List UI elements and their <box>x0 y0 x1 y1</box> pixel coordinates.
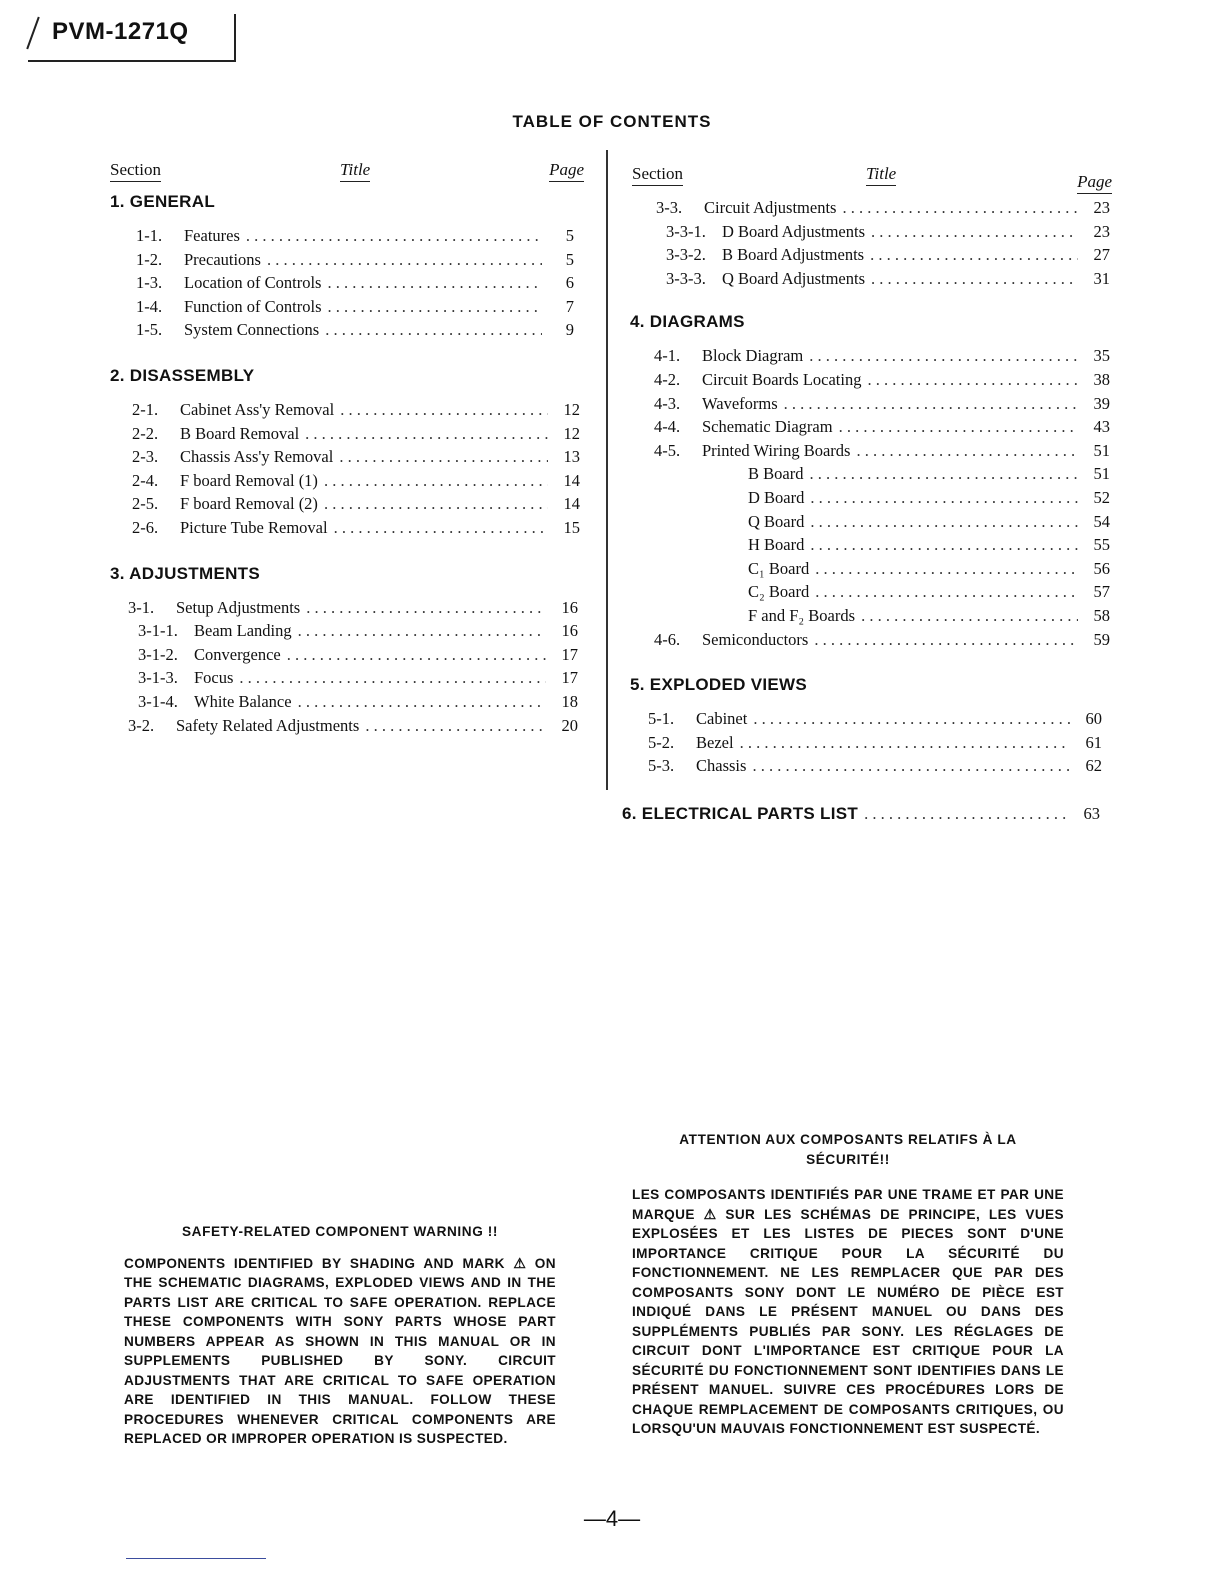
dot-leader <box>339 447 548 467</box>
entry-number: 5-3. <box>648 756 675 776</box>
header-page: Page <box>549 160 584 182</box>
entry-label: System Connections <box>184 320 320 340</box>
entry-number: 2-6. <box>132 517 159 537</box>
entry-page: 27 <box>1093 245 1110 265</box>
entry-label: Safety Related Adjustments <box>176 715 360 735</box>
toc-entry[interactable] <box>136 297 574 321</box>
entry-page: 16 <box>561 597 578 617</box>
entry-label: Chassis <box>696 756 747 776</box>
toc-entry[interactable] <box>654 582 1110 606</box>
entry-page: 17 <box>561 668 578 688</box>
toc-entry[interactable] <box>648 756 1102 780</box>
entry-page: 52 <box>1093 487 1110 507</box>
entry-page: 23 <box>1093 221 1110 241</box>
dot-leader <box>740 733 1070 753</box>
toc-list <box>110 598 584 740</box>
warning-text-2: SUR LES SCHÉMAS DE PRINCIPE, LES VUES EXPLOSÉES ET LES LISTES DE PIECES SONT D'UNE IMPORTANCE CRITIQUE POUR LA SÉCURITÉ DU FONCTIONNEMENT. NE LES REMPLACER QUE PAR DES COMPOSANTS SONY DONT LE NUMÉRO DE PIÈCE EST INDIQUÉ DANS LE PRÉSENT MANUEL OU DANS DES SUPPLÉMENTS PUBLIÉS PAR SONY. LES RÉGLAGES DE CIRCUIT DONT L'IMPORTANCE EST CRITIQUE POUR LA SÉCURITÉ DU FONCTIONNEMENT SONT IDENTIFIES DANS LE PRÉSENT MANUEL. SUIVRE CES PROCÉDURES LORS DE CHAQUE REMPLACEMENT DE COMPOSANTS CRITIQUES, OU LORSQU'UN MAUVAIS FONCTIONNEMENT EST SUSPECTÉ. <box>632 1206 1064 1436</box>
dot-leader <box>839 417 1078 437</box>
entry-label: Q Board <box>748 511 805 531</box>
dot-leader <box>752 756 1070 776</box>
warning-body <box>124 1254 556 1449</box>
entry-label: Cabinet <box>696 709 748 729</box>
entry-page: 14 <box>563 494 580 514</box>
entry-label: Circuit Boards Locating <box>702 369 862 389</box>
entry-label: Features <box>184 226 240 245</box>
toc-entry[interactable] <box>654 464 1110 488</box>
dot-leader <box>340 400 548 420</box>
toc-entry[interactable] <box>132 471 580 495</box>
entry-label: D Board <box>748 487 805 507</box>
dot-leader <box>287 645 546 665</box>
dot-leader <box>810 488 1078 508</box>
entry-number: 1-5. <box>136 320 163 340</box>
entry-number: 3-1-2. <box>138 644 178 664</box>
entry-page: 12 <box>563 423 580 443</box>
entry-page: 54 <box>1093 511 1110 531</box>
toc-entry[interactable] <box>132 494 580 518</box>
toc-entry[interactable] <box>656 198 1110 222</box>
dot-leader <box>867 370 1078 390</box>
entry-page: 39 <box>1093 393 1110 413</box>
entry-label: Q Board Adjustments <box>722 268 865 288</box>
entry-label: D Board Adjustments <box>722 221 865 241</box>
entry-label: Schematic Diagram <box>702 417 833 437</box>
section-heading: 2. DISASSEMBLY <box>110 365 255 385</box>
dot-leader <box>809 346 1078 366</box>
entry-page: 16 <box>561 621 578 641</box>
entry-label: Block Diagram <box>702 346 804 366</box>
dot-leader <box>753 709 1070 729</box>
dot-leader <box>809 464 1078 484</box>
entry-page: 60 <box>1085 709 1102 729</box>
toc-list <box>110 226 584 344</box>
dot-leader <box>305 424 548 444</box>
entry-label: Convergence <box>194 644 281 664</box>
section-heading: 6. ELECTRICAL PARTS LIST <box>622 804 859 823</box>
entry-number: 4-3. <box>654 393 681 413</box>
entry-number: 1-4. <box>136 296 163 316</box>
toc-entry[interactable] <box>656 269 1110 293</box>
entry-number: 3-1-3. <box>138 668 178 688</box>
safety-warning-french <box>632 1130 1064 1439</box>
dot-leader <box>239 668 546 688</box>
header-page: Page <box>1077 172 1112 194</box>
warning-text-1: LES COMPOSANTS IDENTIFIÉS PAR UNE TRAME ET PAR UNE MARQUE <box>632 1187 1064 1222</box>
toc-entry[interactable] <box>128 621 578 645</box>
dot-leader <box>810 535 1078 555</box>
entry-label: Bezel <box>696 732 734 752</box>
toc-entry[interactable] <box>654 512 1110 536</box>
entry-page: 5 <box>565 226 574 245</box>
entry-page: 57 <box>1093 582 1110 602</box>
entry-page: 5 <box>565 249 574 269</box>
toc-entry[interactable] <box>132 447 580 471</box>
entry-label: Focus <box>194 668 234 688</box>
entry-label: Function of Controls <box>184 296 322 316</box>
entry-number: 2-5. <box>132 494 159 514</box>
entry-label: F and F₂ Boards <box>748 605 856 625</box>
toc-entry[interactable] <box>656 245 1110 269</box>
entry-page: 61 <box>1085 732 1102 752</box>
dot-leader <box>365 716 546 736</box>
toc-entry[interactable] <box>128 645 578 669</box>
dot-leader <box>861 606 1078 626</box>
section-heading: 5. EXPLODED VIEWS <box>630 675 808 695</box>
entry-label: F board Removal (1) <box>180 470 318 490</box>
entry-page: 18 <box>561 691 578 711</box>
dot-leader <box>325 320 542 340</box>
entry-label: Beam Landing <box>194 621 292 641</box>
entry-page: 15 <box>563 517 580 537</box>
toc-entry[interactable] <box>136 273 574 297</box>
entry-page: 23 <box>1093 198 1110 217</box>
dot-leader <box>267 250 542 270</box>
dot-leader <box>324 494 548 514</box>
column-divider <box>606 150 608 790</box>
dot-leader <box>324 471 548 491</box>
entry-page: 14 <box>563 470 580 490</box>
entry-number: 3-3. <box>656 198 683 217</box>
electrical-parts-entry[interactable] <box>622 804 1100 824</box>
entry-label: B Board Removal <box>180 423 300 443</box>
toc-entry[interactable] <box>654 394 1110 418</box>
toc-list <box>630 709 1112 780</box>
header-title: Title <box>340 160 370 182</box>
toc-entry[interactable] <box>136 226 574 250</box>
toc-entry[interactable] <box>654 370 1110 394</box>
entry-label: Setup Adjustments <box>176 597 301 617</box>
toc-entry[interactable] <box>654 346 1110 370</box>
section-heading: 1. GENERAL <box>110 192 216 211</box>
entry-page: 59 <box>1093 629 1110 649</box>
toc-entry[interactable] <box>132 400 580 424</box>
header-section: Section <box>110 160 161 182</box>
warning-triangle-icon: ⚠ <box>513 1254 527 1271</box>
dot-leader <box>871 222 1078 242</box>
entry-label: Waveforms <box>702 393 778 413</box>
entry-number: 2-4. <box>132 470 159 490</box>
entry-number: 1-2. <box>136 249 163 269</box>
entry-page: 55 <box>1093 535 1110 555</box>
toc-entry[interactable] <box>654 441 1110 465</box>
toc-list <box>110 400 584 542</box>
entry-label: C₂ Board <box>748 582 810 602</box>
section-heading: 3. ADJUSTMENTS <box>110 563 260 583</box>
toc-left-column <box>106 160 584 761</box>
header-title: Title <box>866 164 896 186</box>
entry-page: 7 <box>565 296 574 316</box>
entry-label: B Board Adjustments <box>722 245 865 265</box>
entry-number: 4-5. <box>654 440 681 460</box>
entry-number: 1-1. <box>136 226 163 245</box>
entry-page: 12 <box>563 399 580 419</box>
entry-page: 20 <box>561 715 578 735</box>
dot-leader <box>784 394 1078 414</box>
entry-page: 31 <box>1093 268 1110 288</box>
entry-page: 56 <box>1093 558 1110 578</box>
dot-leader <box>815 559 1078 579</box>
toc-entry[interactable] <box>648 733 1102 757</box>
toc-right-column <box>630 164 1112 802</box>
toc-entry[interactable] <box>654 417 1110 441</box>
toc-entry[interactable] <box>136 320 574 344</box>
toc-entry[interactable] <box>128 598 578 622</box>
dot-leader <box>871 269 1078 289</box>
entry-number: 5-1. <box>648 709 675 729</box>
left-column-header <box>106 160 584 190</box>
dot-leader <box>864 804 1068 824</box>
toc-entry[interactable] <box>132 518 580 542</box>
entry-page: 51 <box>1093 440 1110 460</box>
safety-warning-english <box>124 1222 556 1449</box>
entry-number: 1-3. <box>136 273 163 293</box>
warning-triangle-icon: ⚠ <box>703 1205 717 1222</box>
entry-number: 3-1-1. <box>138 621 178 641</box>
entry-page: 58 <box>1093 605 1110 625</box>
entry-label: Circuit Adjustments <box>704 198 837 217</box>
dot-leader <box>334 518 548 538</box>
dot-leader <box>327 273 542 293</box>
entry-label: Precautions <box>184 249 261 269</box>
warning-title: ATTENTION AUX COMPOSANTS RELATIFS À LA SÉCURITÉ!! <box>679 1132 1017 1167</box>
entry-page: 13 <box>563 447 580 467</box>
entry-label: C₁ Board <box>748 558 810 578</box>
dot-leader <box>246 226 542 246</box>
warning-body <box>632 1185 1064 1439</box>
entry-number: 4-2. <box>654 369 681 389</box>
entry-label: White Balance <box>194 691 292 711</box>
header-section: Section <box>632 164 683 186</box>
entry-number: 2-3. <box>132 447 159 467</box>
toc-title: TABLE OF CONTENTS <box>512 112 712 131</box>
dot-leader <box>306 598 546 618</box>
entry-number: 4-1. <box>654 346 681 366</box>
warning-text-2: ON THE SCHEMATIC DIAGRAMS, EXPLODED VIEWS AND IN THE PARTS LIST ARE CRITICAL TO SAFE OPERATION. REPLACE THESE COMPONENTS WITH SONY PARTS WHOSE PART NUMBERS APPEAR AS SHOWN IN THIS MANUAL OR IN SUPPLEMENTS PUBLISHED BY SONY. CIRCUIT ADJUSTMENTS THAT ARE CRITICAL TO SAFE OPERATION ARE IDENTIFIED IN THIS MANUAL. FOLLOW THESE PROCEDURES WHENEVER CRITICAL COMPONENTS ARE REPLACED OR IMPROPER OPERATION IS SUSPECTED. <box>124 1255 556 1446</box>
toc-entry[interactable] <box>128 716 578 740</box>
entry-label: Location of Controls <box>184 273 322 293</box>
entry-number: 2-2. <box>132 423 159 443</box>
toc-list <box>630 198 1112 292</box>
dot-leader <box>815 582 1078 602</box>
toc-list <box>630 346 1112 653</box>
entry-number: 3-2. <box>128 715 155 735</box>
entry-label: Cabinet Ass'y Removal <box>180 399 335 419</box>
toc-entry[interactable] <box>654 559 1110 583</box>
entry-page: 43 <box>1093 417 1110 437</box>
toc-entry[interactable] <box>656 222 1110 246</box>
entry-label: H Board <box>748 535 805 555</box>
entry-page: 6 <box>565 273 574 293</box>
entry-number: 3-1. <box>128 597 155 617</box>
toc-entry[interactable] <box>654 606 1110 630</box>
entry-label: B Board <box>748 464 804 484</box>
toc-entry[interactable] <box>654 488 1110 512</box>
entry-label: Chassis Ass'y Removal <box>180 447 334 467</box>
dot-leader <box>328 297 542 317</box>
toc-entry[interactable] <box>654 535 1110 559</box>
toc-entry[interactable] <box>128 692 578 716</box>
page-number: —4— <box>583 1506 641 1531</box>
dot-leader <box>842 198 1078 218</box>
entry-label: Semiconductors <box>702 629 809 649</box>
entry-number: 3-3-2. <box>666 245 706 265</box>
entry-number: 3-1-4. <box>138 691 178 711</box>
warning-title: SAFETY-RELATED COMPONENT WARNING !! <box>181 1224 499 1239</box>
entry-page: 9 <box>565 320 574 340</box>
entry-page: 17 <box>561 644 578 664</box>
toc-entry[interactable] <box>136 250 574 274</box>
section-heading: 4. DIAGRAMS <box>630 312 745 332</box>
entry-page: 38 <box>1093 369 1110 389</box>
entry-number: 3-3-1. <box>666 221 706 241</box>
toc-entry[interactable] <box>128 668 578 692</box>
dot-leader <box>298 621 546 641</box>
entry-label: Printed Wiring Boards <box>702 440 851 460</box>
entry-number: 2-1. <box>132 399 159 419</box>
entry-number: 3-3-3. <box>666 268 706 288</box>
dot-leader <box>810 512 1078 532</box>
entry-page: 62 <box>1085 756 1102 776</box>
entry-page: 51 <box>1093 464 1110 484</box>
dot-leader <box>870 245 1078 265</box>
toc-entry[interactable] <box>648 709 1102 733</box>
warning-text-1: COMPONENTS IDENTIFIED BY SHADING AND MARK <box>124 1255 505 1271</box>
right-column-header <box>630 164 1112 194</box>
entry-label: Picture Tube Removal <box>180 517 328 537</box>
entry-page: 35 <box>1093 346 1110 366</box>
entry-number: 4-4. <box>654 417 681 437</box>
dot-leader <box>856 441 1078 461</box>
entry-label: F board Removal (2) <box>180 494 318 514</box>
bottom-rule <box>126 1558 266 1559</box>
entry-page: 63 <box>1083 804 1100 823</box>
entry-number: 4-6. <box>654 629 681 649</box>
dot-leader <box>298 692 546 712</box>
model-title: PVM-1271Q <box>52 18 189 45</box>
toc-entry[interactable] <box>132 424 580 448</box>
toc-entry[interactable] <box>654 630 1110 654</box>
dot-leader <box>814 630 1078 650</box>
entry-number: 5-2. <box>648 732 675 752</box>
